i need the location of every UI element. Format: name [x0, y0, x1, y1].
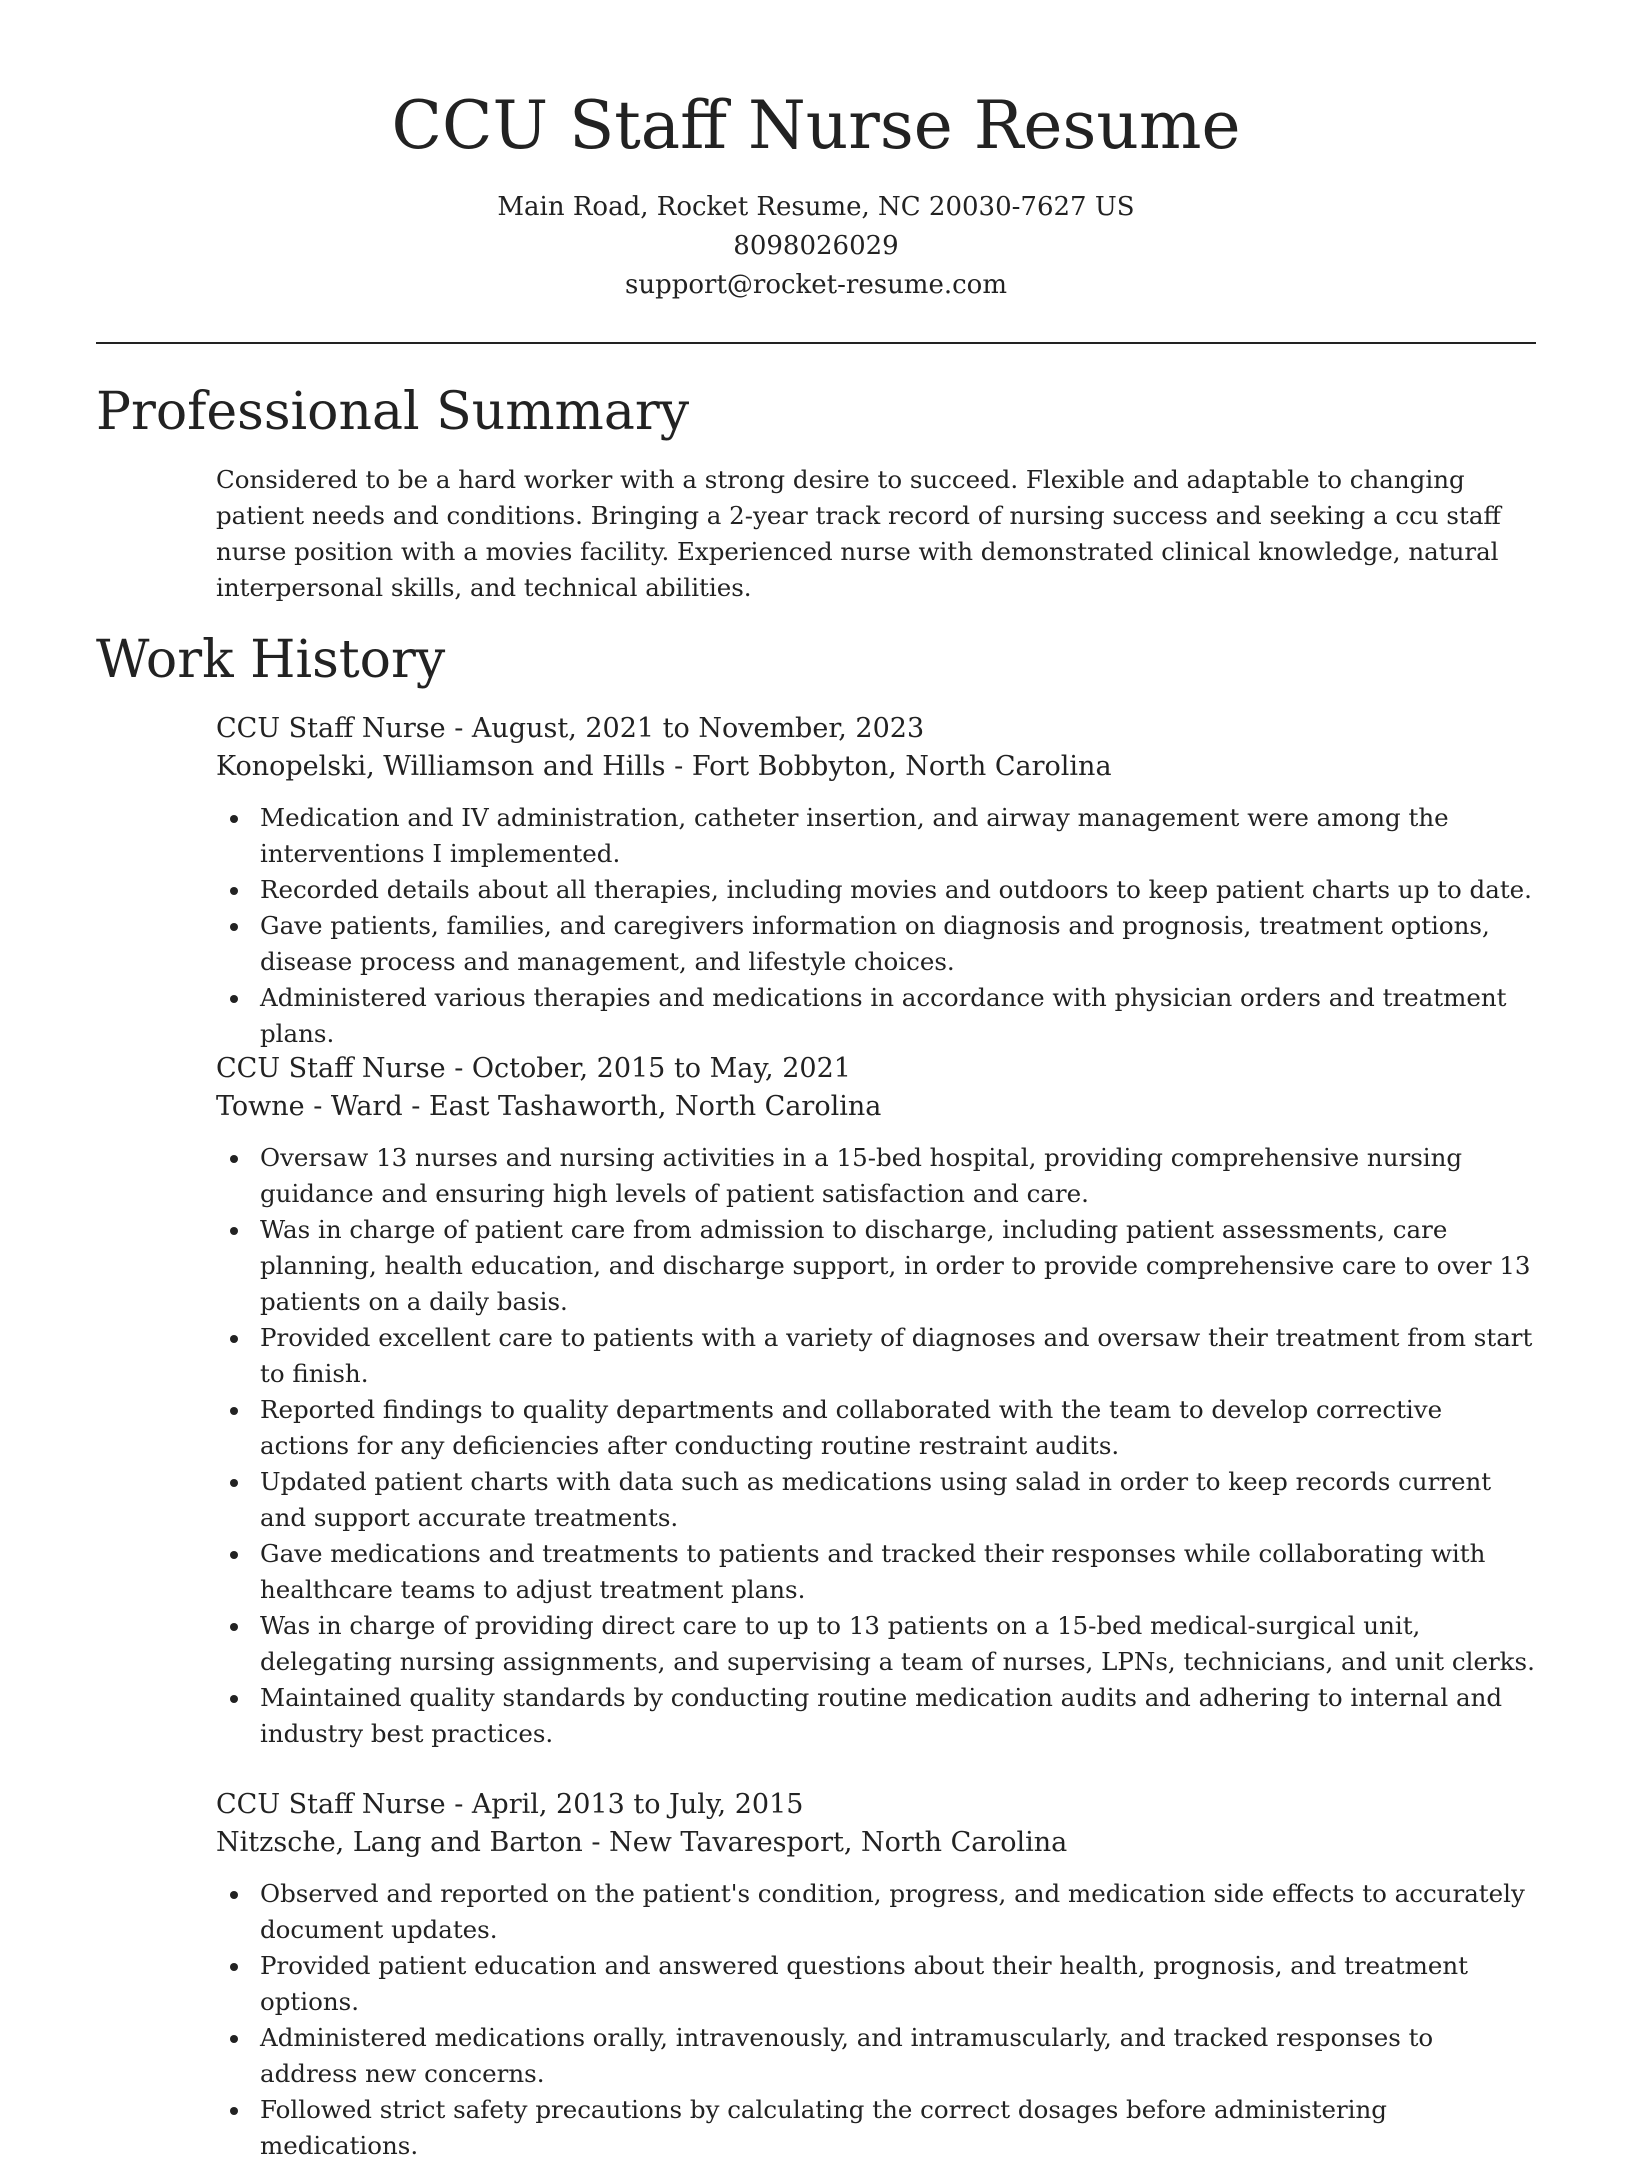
list-item: Medication and IV administration, catheter insertion, and airway management were among the interventions I implemented. [260, 800, 1536, 872]
job-company-line: Towne - Ward - East Tashaworth, North Carolina [216, 1091, 882, 1122]
job-title: CCU Staff Nurse [216, 1789, 446, 1820]
list-item: Was in charge of patient care from admission to discharge, including patient assessments, care planning, health education, and discharge support, in order to provide comprehensive care to over 13 patients on a daily basis. [260, 1212, 1536, 1320]
job-company: Towne - Ward [216, 1091, 403, 1122]
job-location: East Tashaworth, North Carolina [428, 1091, 882, 1122]
email-text: support@rocket-resume.com [624, 270, 1007, 300]
address-text: Main Road, Rocket Resume, NC 20030-7627 US [497, 192, 1135, 222]
work-history-heading: Work History [96, 630, 446, 690]
job-title-line: CCU Staff Nurse - April, 2013 to July, 2015 [216, 1789, 804, 1820]
job-dates: August, 2021 to November, 2023 [471, 713, 925, 744]
list-item: Administered medications orally, intravenously, and intramuscularly, and tracked responses to address new concerns. [260, 2020, 1536, 2092]
resume-header [0, 0, 1632, 305]
list-item: Was in charge of providing direct care to up to 13 patients on a 15-bed medical-surgical unit, delegating nursing assignments, and supervising a team of nurses, LPNs, technicians, and unit clerks. [260, 1608, 1536, 1680]
job-title: CCU Staff Nurse [216, 1053, 446, 1084]
list-item: Reported findings to quality departments and collaborated with the team to develop corrective actions for any deficiencies after conducting routine restraint audits. [260, 1392, 1536, 1464]
list-item: Updated patient charts with data such as medications using salad in order to keep records current and support accurate treatments. [260, 1464, 1536, 1536]
list-item: Provided excellent care to patients with a variety of diagnoses and oversaw their treatment from start to finish. [260, 1320, 1536, 1392]
page-title: CCU Staff Nurse Resume [391, 87, 1241, 164]
job-company: Nitzsche, Lang and Barton [216, 1827, 583, 1858]
job-bullets [216, 1876, 1536, 2164]
list-item: Oversaw 13 nurses and nursing activities in a 15-bed hospital, providing comprehensive nursing guidance and ensuring high levels of patient satisfaction and care. [260, 1140, 1536, 1212]
job-title-line: CCU Staff Nurse - October, 2015 to May, 2021 [216, 1053, 851, 1084]
list-item: Observed and reported on the patient's condition, progress, and medication side effects to accurately document updates. [260, 1876, 1536, 1948]
job-entry [216, 1786, 1536, 2164]
list-item: Gave medications and treatments to patients and tracked their responses while collaborating with healthcare teams to adjust treatment plans. [260, 1536, 1536, 1608]
header-divider [96, 342, 1536, 344]
contact-info [0, 188, 1632, 305]
list-item: Maintained quality standards by conducting routine medication audits and adhering to internal and industry best practices. [260, 1680, 1536, 1752]
list-item: Gave patients, families, and caregivers information on diagnosis and prognosis, treatment options, disease process and management, and lifestyle choices. [260, 908, 1536, 980]
summary-text: Considered to be a hard worker with a strong desire to succeed. Flexible and adaptable to changing patient needs and conditions. Bringing a 2-year track record of nursing success and seeking a ccu staff nurse position with a movies facility. Experienced nurse with demonstrated clinical knowledge, natural interpersonal skills, and technical abilities. [216, 465, 1501, 602]
job-company-line: Nitzsche, Lang and Barton - New Tavaresport, North Carolina [216, 1827, 1068, 1858]
job-bullets [216, 1140, 1536, 1752]
job-title-line: CCU Staff Nurse - August, 2021 to November, 2023 [216, 713, 925, 744]
job-company: Konopelski, Williamson and Hills [216, 751, 666, 782]
job-entry [216, 710, 1536, 1052]
list-item: Recorded details about all therapies, including movies and outdoors to keep patient charts up to date. [260, 872, 1536, 908]
summary-heading: Professional Summary [96, 382, 690, 442]
job-entry [216, 1050, 1536, 1752]
list-item: Provided patient education and answered questions about their health, prognosis, and treatment options. [260, 1948, 1536, 2020]
job-bullets [216, 800, 1536, 1052]
job-dates: October, 2015 to May, 2021 [471, 1053, 851, 1084]
job-company-line: Konopelski, Williamson and Hills - Fort Bobbyton, North Carolina [216, 751, 1112, 782]
list-item: Followed strict safety precautions by calculating the correct dosages before administering medications. [260, 2092, 1536, 2164]
list-item: Administered various therapies and medications in accordance with physician orders and treatment plans. [260, 980, 1536, 1052]
job-dates: April, 2013 to July, 2015 [471, 1789, 804, 1820]
job-location: New Tavaresport, North Carolina [609, 1827, 1068, 1858]
phone-text: 8098026029 [733, 231, 899, 261]
job-location: Fort Bobbyton, North Carolina [691, 751, 1112, 782]
job-title: CCU Staff Nurse [216, 713, 446, 744]
